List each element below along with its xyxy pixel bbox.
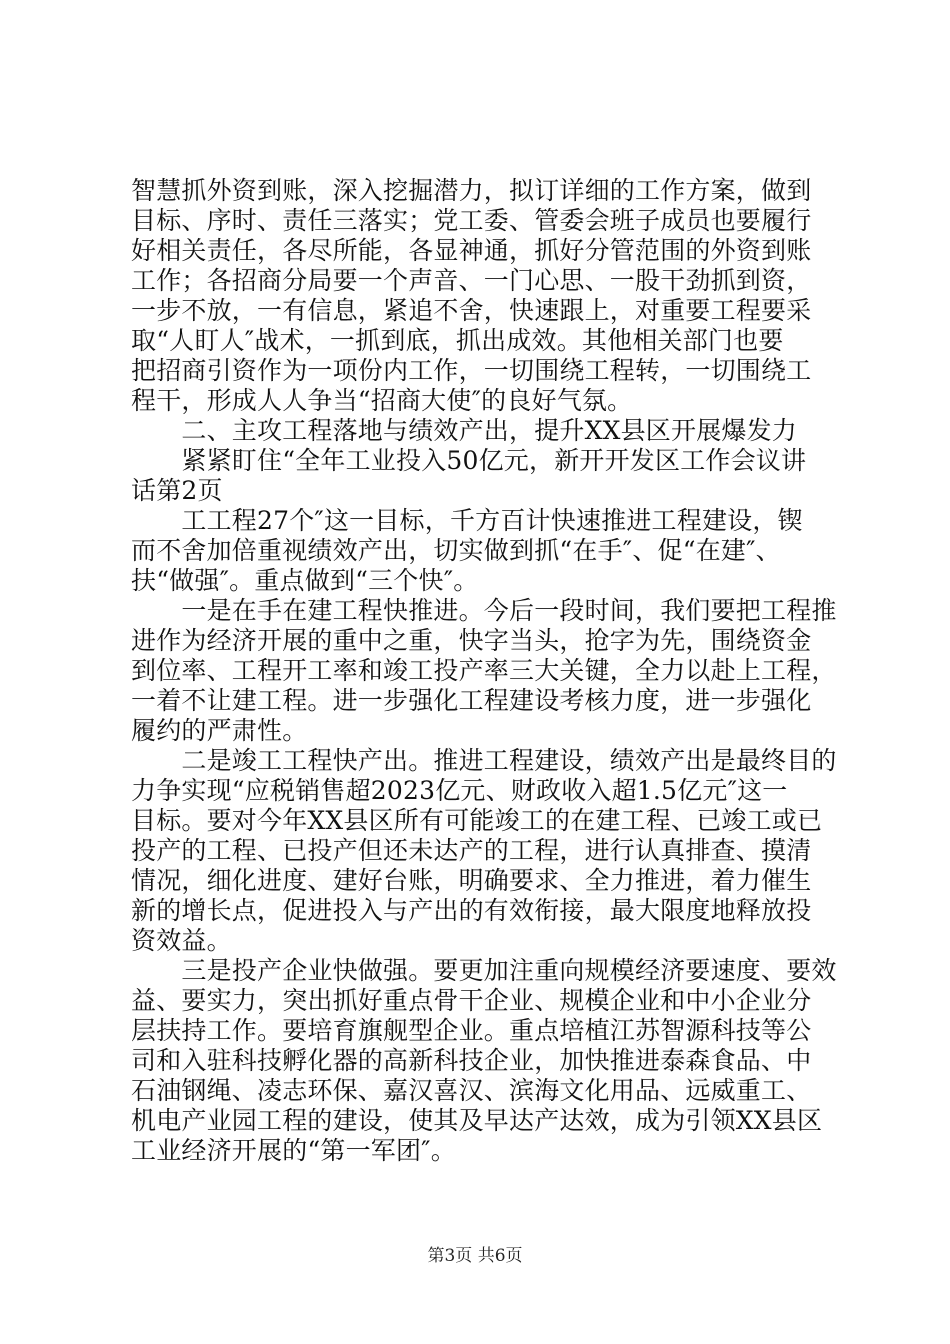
text-line: 话第2页 — [131, 476, 223, 505]
page-footer: 第3页 共6页 — [427, 1246, 523, 1266]
text-line: 履约的严肃性。 — [131, 716, 308, 745]
body-text — [131, 176, 837, 1166]
text-line: 一步不放，一有信息，紧追不舍，快速跟上，对重要工程要采 — [131, 296, 812, 325]
section-heading: 二、主攻工程落地与绩效产出，提升XX县区开展爆发力 — [131, 416, 797, 445]
text-line: 智慧抓外资到账，深入挖掘潜力，拟订详细的工作方案，做到 — [131, 176, 812, 205]
text-line: 二是竣工工程快产出。推进工程建设，绩效产出是最终目的 — [131, 746, 837, 775]
text-line: 到位率、工程开工率和竣工投产率三大关键，全力以赴上工程， — [131, 656, 837, 685]
text-line: 工业经济开展的“第一军团″。 — [131, 1136, 456, 1165]
text-line: 工工程27个″这一目标，千方百计快速推进工程建设，锲 — [131, 506, 803, 535]
text-line: 益、要实力，突出抓好重点骨干企业、规模企业和中小企业分 — [131, 986, 812, 1015]
text-line: 资效益。 — [131, 926, 232, 955]
text-line: 石油钢绳、凌志环保、嘉汉喜汉、滨海文化用品、远威重工、 — [131, 1076, 812, 1105]
text-line: 机电产业园工程的建设，使其及早达产达效，成为引领XX县区 — [131, 1106, 823, 1135]
text-line: 投产的工程、已投产但还未达产的工程，进行认真排查、摸清 — [131, 836, 812, 865]
text-line: 一是在手在建工程快推进。今后一段时间，我们要把工程推 — [131, 596, 837, 625]
text-line: 紧紧盯住“全年工业投入50亿元，新开开发区工作会议讲 — [131, 446, 807, 475]
text-line: 新的增长点，促进投入与产出的有效衔接，最大限度地释放投 — [131, 896, 812, 925]
text-line: 而不舍加倍重视绩效产出，切实做到抓“在手″、促“在建″、 — [131, 536, 781, 565]
text-line: 一着不让建工程。进一步强化工程建设考核力度，进一步强化 — [131, 686, 812, 715]
text-line: 程干，形成人人争当“招商大使″的良好气氛。 — [131, 386, 633, 415]
text-line: 情况，细化进度、建好台账，明确要求、全力推进，着力催生 — [131, 866, 812, 895]
text-line: 司和入驻科技孵化器的高新科技企业，加快推进泰森食品、中 — [131, 1046, 812, 1075]
text-line: 好相关责任，各尽所能，各显神通，抓好分管范围的外资到账 — [131, 236, 812, 265]
text-line: 目标。要对今年XX县区所有可能竣工的在建工程、已竣工或已 — [131, 806, 823, 835]
text-line: 扶“做强″。重点做到“三个快″。 — [131, 566, 479, 595]
text-line: 力争实现“应税销售超2023亿元、财政收入超1.5亿元″这一 — [131, 776, 788, 805]
text-line: 工作；各招商分局要一个声音、一门心思、一股干劲抓到资， — [131, 266, 812, 295]
text-line: 三是投产企业快做强。要更加注重向规模经济要速度、要效 — [131, 956, 837, 985]
text-line: 取“人盯人″战术，一抓到底，抓出成效。其他相关部门也要 — [131, 326, 784, 355]
text-line: 层扶持工作。要培育旗舰型企业。重点培植江苏智源科技等公 — [131, 1016, 812, 1045]
text-line: 目标、序时、责任三落实；党工委、管委会班子成员也要履行 — [131, 206, 812, 235]
text-line: 进作为经济开展的重中之重，快字当头，抢字为先，围绕资金 — [131, 626, 812, 655]
text-line: 把招商引资作为一项份内工作，一切围绕工程转，一切围绕工 — [131, 356, 812, 385]
